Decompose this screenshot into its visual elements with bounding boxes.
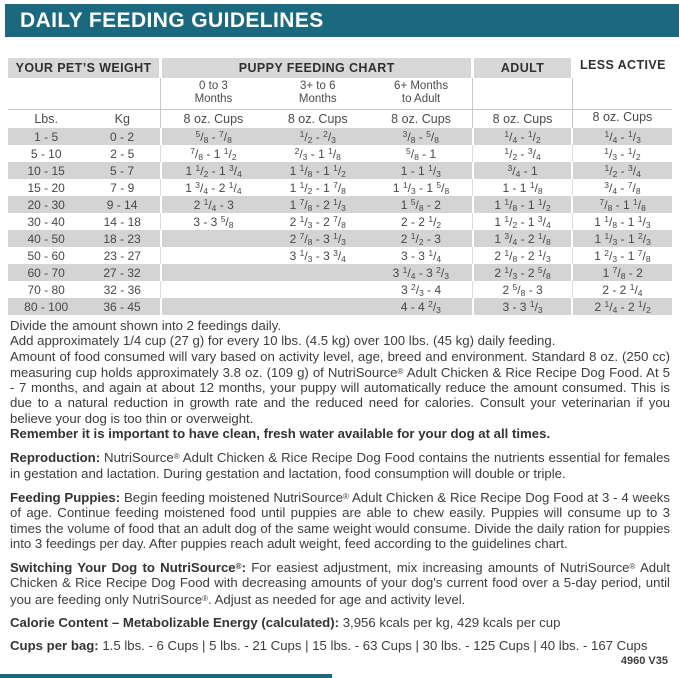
- table-row: [8, 281, 672, 298]
- unit-header-cell: 8 oz. Cups: [473, 109, 573, 128]
- section-label: Switching Your Dog to NutriSource®:: [10, 560, 246, 576]
- cell: [266, 281, 370, 298]
- feeding-table: [8, 58, 672, 315]
- unit-header-cell: Kg: [114, 111, 130, 126]
- section-label: Calorie Content – Metabolizable Energy (calculated):: [10, 615, 340, 631]
- bottom-accent-bar: [0, 674, 332, 678]
- feeding-table-wrap: [8, 58, 672, 315]
- table-row: [8, 264, 672, 281]
- cell: 3 $^2/_3 - 4$: [400, 281, 442, 298]
- cell: 3 $^1/_4 - 3$ $^2/_3$: [392, 264, 449, 281]
- cell: 2 $^1/_8 - 2$ $^1/_3$: [473, 247, 573, 264]
- month-header-cell: [572, 78, 672, 109]
- intro-line: Divide the amount shown into 2 feedings daily.: [10, 318, 281, 333]
- intro-line: Amount of food consumed will vary based on activity level, age, breed and environment. Standard 8 oz. (250 cc) measuring cup holds approximately 3.8 oz. (109 g) of NutriSource® Adult Chicken & Rice Recipe Dog Food. At 5 - 7 months, and again at about 12 months, your puppy will automatically reduce the amount consumed. This is due to a natural reduction in growth rate and the reduced need for calories. Consult your veterinarian if you believe your dog is too thin or overweight.: [10, 348, 670, 426]
- cell: 1 $^1/_8 - 1$ $^1/_2$: [473, 196, 573, 213]
- cell: $^1/_2 - ^2/_3$: [299, 128, 336, 145]
- cell: 60 - 70: [27, 265, 65, 280]
- cell: 1 $^1/_8 - 1$ $^1/_3$: [572, 213, 672, 230]
- unit-header-cell: 8 oz. Cups: [572, 107, 672, 126]
- cell: $^3/_4 - 1$: [473, 162, 573, 179]
- cell: 2 $^7/_8 - 3$ $^1/_3$: [289, 230, 346, 247]
- table-units-row: [8, 109, 672, 128]
- cell: $^1/_3 - ^1/_2$: [572, 145, 672, 162]
- cell: 70 - 80: [27, 282, 65, 297]
- body-section: Switching Your Dog to NutriSource®: For easiest adjustment, mix increasing amounts of NutriSource® Adult Chicken & Rice Recipe Dog Food with decreasing amounts of your dog's current food over a 5-day period, until you are feeding only NutriSource®. Adjust as needed for age and activity level.: [10, 560, 670, 607]
- cell: 4 - 4 $^2/_3$: [400, 298, 441, 315]
- cell: 3 - 3 $^1/_4$: [400, 247, 442, 264]
- unit-header-cell: 8 oz. Cups: [161, 109, 266, 128]
- cell: $^7/_8 - 1$ $^1/_2$: [161, 145, 266, 162]
- table-row: [8, 196, 672, 213]
- cell: 15 - 20: [27, 180, 65, 195]
- water-note: Remember it is important to have clean, fresh water available for your dog at all times.: [10, 426, 551, 442]
- cell: 1 $^7/_8 - 2$ $^1/_3$: [289, 196, 346, 213]
- cell: 1 $^2/_3 - 1$ $^7/_8$: [572, 247, 672, 264]
- cell: 2 - 2 $^1/_2$: [400, 213, 442, 230]
- unit-header-cell: 8 oz. Cups: [287, 111, 348, 126]
- cell: 3 - 3 $^5/_8$: [161, 213, 266, 230]
- table-row: [8, 179, 672, 196]
- cell: 3 - 3 $^1/_3$: [473, 298, 573, 315]
- cell: 7 - 9: [110, 180, 135, 195]
- cell: 5 - 7: [110, 163, 135, 178]
- cell: 2 $^1/_3 - 2$ $^5/_8$: [473, 264, 573, 281]
- page-title: DAILY FEEDING GUIDELINES: [20, 8, 324, 32]
- table-row: [8, 298, 672, 315]
- table-row: [8, 162, 672, 179]
- cell: 36 - 45: [103, 299, 141, 314]
- month-header-cell: 0 to 3 Months: [161, 78, 266, 109]
- cell: 18 - 23: [103, 231, 141, 246]
- cell: 2 $^1/_3 - 2$ $^7/_8$: [289, 213, 346, 230]
- body-text: [10, 318, 670, 654]
- cell: [266, 298, 370, 315]
- column-group-header: LESS ACTIVE: [572, 58, 672, 78]
- cell: 40 - 50: [27, 231, 65, 246]
- cell: 1 $^1/_2 - 1$ $^3/_4$: [473, 213, 573, 230]
- table-row: [8, 247, 672, 264]
- cell: 23 - 27: [103, 248, 141, 263]
- cell: 1 $^5/_8 - 2$: [400, 196, 441, 213]
- cell: 1 $^1/_8 - 1$ $^1/_2$: [289, 162, 346, 179]
- table-group-header-row: [8, 58, 672, 78]
- month-header-cell: 6+ Months to Adult: [370, 78, 473, 109]
- cell: 2 $^5/_8 - 3$: [473, 281, 573, 298]
- cell: $^1/_2 - ^3/_4$: [473, 145, 573, 162]
- cell: $^7/_8 - 1$ $^1/_8$: [572, 196, 672, 213]
- cell: 32 - 36: [103, 282, 141, 297]
- cell: $^3/_4 - ^7/_8$: [572, 179, 672, 196]
- section-label: Cups per bag:: [10, 638, 99, 654]
- table-months-row: [8, 78, 672, 109]
- cell: 1 $^1/_3 - 1$ $^2/_3$: [572, 230, 672, 247]
- section-label: Feeding Puppies:: [10, 489, 121, 505]
- cell: $^5/_8 - 1$: [405, 145, 437, 162]
- month-header-cell: [8, 78, 84, 109]
- cell: 1 - 1 $^1/_3$: [400, 162, 441, 179]
- cell: 3 $^1/_3 - 3$ $^3/_4$: [289, 247, 346, 264]
- intro-line: Add approximately 1/4 cup (27 g) for every 10 lbs. (4.5 kg) over 100 lbs. (45 kg) daily feeding.: [10, 333, 556, 349]
- title-bar: [5, 4, 679, 37]
- cell: 9 - 14: [106, 197, 138, 212]
- cell: 27 - 32: [103, 265, 141, 280]
- unit-header-cell: Lbs.: [34, 111, 58, 126]
- column-group-header: ADULT: [473, 58, 573, 78]
- cell: 1 $^1/_2 - 1$ $^3/_4$: [161, 162, 266, 179]
- cell: 5 - 10: [30, 146, 62, 161]
- cell: 1 - 1 $^1/_8$: [473, 179, 573, 196]
- body-section: Feeding Puppies: Begin feeding moistened NutriSource® Adult Chicken & Rice Recipe Dog Food at 3 - 4 weeks of age. Continue feeding moistened food until puppies are able to chew easily. Puppies will consume up to 3 times the volume of food that an adult dog of the same weight would consume. Divide the daily ration for puppies into 3 feedings per day. After puppies reach adult weight, feed according to the guidelines chart.: [10, 489, 670, 551]
- cell: 2 - 5: [110, 146, 135, 161]
- table-row: [8, 213, 672, 230]
- cell: 10 - 15: [27, 163, 65, 178]
- cell: 30 - 40: [27, 214, 65, 229]
- cell: 80 - 100: [24, 299, 69, 314]
- cell: $^3/_8 - ^5/_8$: [402, 128, 439, 145]
- cell: 2 $^1/_4 - 2$ $^1/_2$: [572, 298, 672, 315]
- table-row: [8, 230, 672, 247]
- cell: $^5/_8 - ^7/_8$: [161, 128, 266, 145]
- cell: 1 $^1/_2 - 1$ $^7/_8$: [289, 179, 346, 196]
- cell: [161, 230, 266, 247]
- cell: [161, 281, 266, 298]
- column-group-header: PUPPY FEEDING CHART: [161, 58, 473, 78]
- cell: 50 - 60: [27, 248, 65, 263]
- cell: 2 - 2 $^1/_4$: [572, 281, 672, 298]
- body-section: Cups per bag: 1.5 lbs. - 6 Cups | 5 lbs. - 21 Cups | 15 lbs. - 63 Cups | 30 lbs. - 125 Cups | 40 lbs. - 167 Cups: [10, 638, 648, 654]
- month-header-cell: 3+ to 6 Months: [266, 78, 370, 109]
- cell: 1 $^1/_3 - 1$ $^5/_8$: [392, 179, 450, 196]
- cell: $^1/_4 - ^1/_2$: [473, 128, 573, 145]
- cell: 1 - 5: [34, 129, 59, 144]
- month-header-cell: [473, 78, 573, 109]
- cell: 1 $^7/_8 - 2$: [572, 264, 672, 281]
- cell: 1 $^3/_4 - 2$ $^1/_8$: [473, 230, 573, 247]
- cell: 20 - 30: [27, 197, 65, 212]
- table-row: [8, 145, 672, 162]
- cell: [161, 247, 266, 264]
- cell: $^2/_3 - 1$ $^1/_8$: [294, 145, 341, 162]
- cell: $^1/_2 - ^3/_4$: [572, 162, 672, 179]
- cell: 2 $^1/_4 - 3$: [161, 196, 266, 213]
- column-group-header: YOUR PET’S WEIGHT: [8, 58, 161, 78]
- unit-header-cell: 8 oz. Cups: [391, 111, 451, 126]
- body-section: Reproduction: NutriSource® Adult Chicken & Rice Recipe Dog Food contains the nutrients essential for females in gestation and lactation. During gestation and lactation, food consumption will double or triple.: [10, 450, 670, 481]
- cell: 0 - 2: [110, 129, 135, 144]
- cell: $^1/_4 - ^1/_3$: [572, 128, 672, 145]
- cell: 14 - 18: [103, 214, 141, 229]
- body-section: Calorie Content – Metabolizable Energy (calculated): 3,956 kcals per kg, 429 kcals per cup: [10, 615, 561, 631]
- table-row: [8, 128, 672, 145]
- footer-code: 4960 V35: [620, 655, 668, 667]
- cell: 2 $^1/_2 - 3$: [400, 230, 441, 247]
- month-header-cell: [84, 78, 160, 109]
- cell: [266, 264, 370, 281]
- cell: 1 $^3/_4 - 2$ $^1/_4$: [161, 179, 266, 196]
- section-label: Reproduction:: [10, 450, 101, 466]
- cell: [161, 264, 266, 281]
- cell: [161, 298, 266, 315]
